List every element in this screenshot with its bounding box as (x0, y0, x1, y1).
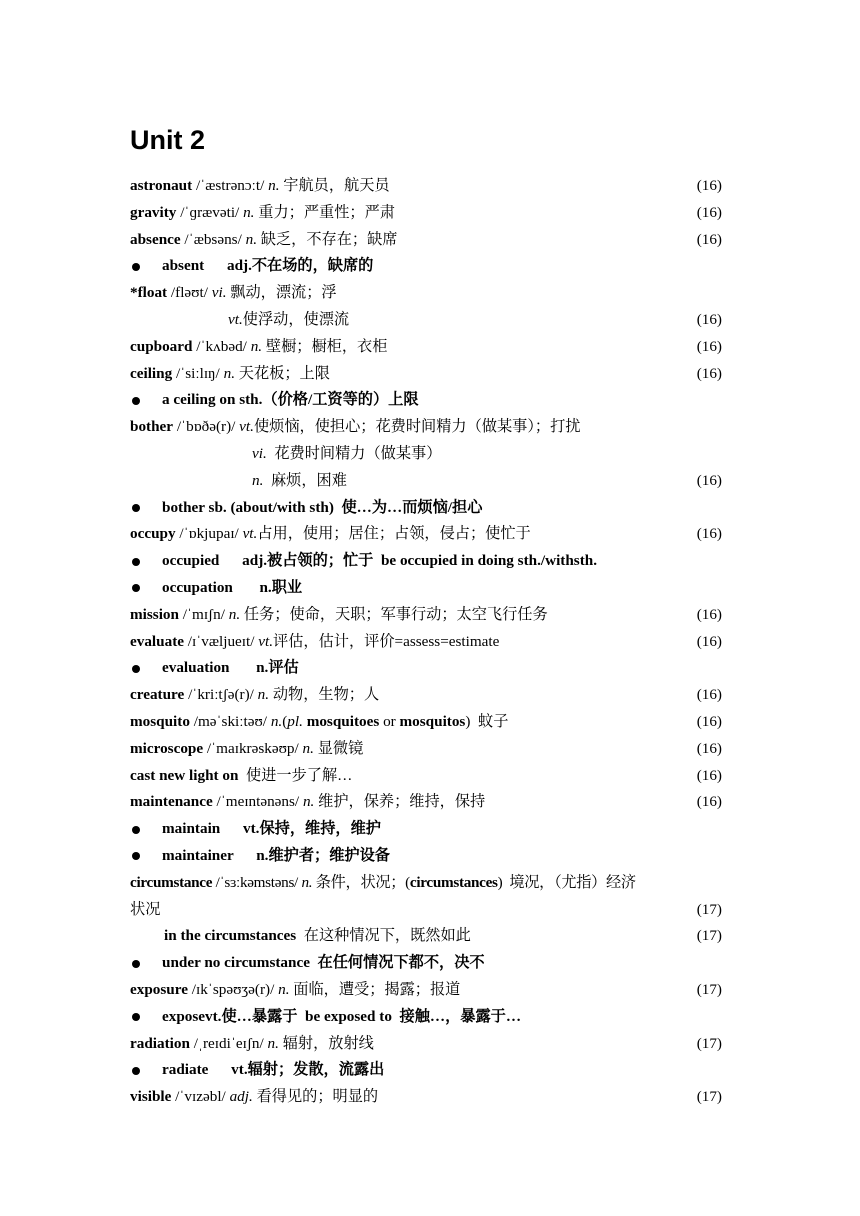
part-of-speech: vt. (239, 418, 254, 436)
bullet-item (130, 1057, 722, 1084)
definition: 占用，使用；居住；占领，侵占；使忙于 (257, 525, 531, 543)
definition: 壁橱；橱柜，衣柜 (262, 337, 388, 355)
bullet-dot-icon (132, 1013, 140, 1021)
part-of-speech: adj. (229, 1088, 253, 1106)
entry-line (130, 763, 722, 790)
bullet-text: evaluation n.评估 (162, 659, 299, 677)
entry-line (130, 414, 722, 441)
headword: circumstance (130, 873, 213, 891)
bullet-text: maintainer n.维护者；维护设备 (162, 846, 390, 864)
definition: 使浮动，使漂流 (242, 310, 350, 328)
page-ref: (16) (696, 310, 722, 328)
pronunciation: /ˈvɪzəbl/ (171, 1088, 230, 1106)
page-ref: (16) (696, 605, 722, 623)
page-ref: (16) (696, 632, 722, 650)
bullet-item (130, 387, 722, 414)
definition: 宇航员，航天员 (279, 177, 390, 194)
headword: mosquito (130, 712, 190, 730)
headword: occupy (130, 525, 176, 543)
part-of-speech: n. (257, 686, 270, 704)
pronunciation: /ˈæstrənɔːt/ (192, 177, 269, 194)
headword: maintenance (130, 793, 213, 811)
bullet-item (130, 655, 722, 682)
bullet-dot-icon (132, 263, 140, 271)
definition: ( (282, 712, 288, 730)
definition: 维护，保养；维持，保持 (314, 793, 486, 811)
part-of-speech: vt. (258, 632, 274, 650)
pronunciation: /ˈsiːlɪŋ/ (172, 364, 224, 382)
bullet-text: occupation n.职业 (162, 578, 303, 596)
page-ref: (16) (696, 793, 722, 811)
page-ref: (17) (696, 980, 722, 998)
bullet-item (130, 548, 722, 575)
pronunciation: /ˈæbsəns/ (180, 230, 246, 248)
part-of-speech: n. (267, 1034, 279, 1052)
page-ref: (17) (696, 927, 722, 945)
bullet-text: under no circumstance 在任何情况下都不，决不 (162, 954, 485, 972)
pronunciation: /ˈkriːtʃə(r)/ (184, 686, 258, 704)
bullet-text: absent adj.不在场的，缺席的 (162, 257, 374, 275)
page-ref: (16) (696, 686, 722, 704)
bullet-item (130, 495, 722, 522)
part-of-speech: n. (302, 793, 315, 811)
definition: 看得见的；明显的 (252, 1088, 379, 1106)
plural-form: mosquitoes (306, 712, 380, 730)
page-ref: (16) (696, 177, 722, 194)
definition: ) 蚊子 (465, 712, 509, 730)
bullet-text: bother sb. (about/with sth) 使…为…而烦恼/担心 (162, 498, 483, 516)
headword: visible (130, 1088, 172, 1106)
part-of-speech: n. (278, 980, 290, 998)
pronunciation: /ˈɒkjupaɪ/ (175, 525, 243, 543)
part-of-speech: n. (268, 177, 280, 194)
sense-line (130, 468, 722, 495)
part-of-speech: vi. (252, 444, 267, 462)
definition: 评估，估计，评价=assess=estimate (273, 632, 500, 650)
bullet-dot-icon (132, 960, 140, 968)
bullet-dot-icon (132, 1067, 140, 1075)
pronunciation: /ˈmɪʃn/ (178, 605, 229, 623)
pronunciation: /ˈkʌbəd/ (192, 337, 251, 355)
bullet-item (130, 1004, 722, 1031)
pronunciation: /ˈbɒðə(r)/ (173, 418, 240, 436)
pronunciation: /ˈmeɪntənəns/ (212, 793, 303, 811)
definition: 辐射，放射线 (278, 1034, 374, 1052)
definition: or (379, 712, 400, 730)
continuation-line (130, 897, 722, 924)
part-of-speech: vi. (211, 284, 227, 302)
page-ref: (16) (696, 712, 722, 730)
headword: bother (130, 418, 174, 436)
headword: microscope (130, 739, 204, 757)
part-of-speech: n. (228, 605, 241, 623)
plural-form: mosquitos (399, 712, 466, 730)
part-of-speech: vt. (228, 310, 243, 328)
part-of-speech: n. (252, 471, 264, 489)
bullet-text: occupied adj.被占领的；忙于 be occupied in doing sth./withsth. (162, 552, 598, 570)
page-ref: (16) (696, 230, 722, 248)
entry-line (130, 521, 722, 548)
page-ref: (16) (696, 364, 722, 382)
vocabulary-list (130, 173, 722, 1111)
phrase-line (130, 923, 722, 950)
definition: 麻烦，困难 (263, 471, 347, 489)
entry-line (130, 870, 722, 897)
part-of-speech: n. (250, 337, 263, 355)
headword: cupboard (130, 337, 193, 355)
bullet-dot-icon (132, 558, 140, 566)
pronunciation: /ˌreɪdiˈeɪʃn/ (189, 1034, 268, 1052)
bullet-text: a ceiling on sth.（价格/工资等的）上限 (162, 391, 419, 409)
definition: 在这种情况下，既然如此 (296, 927, 471, 945)
definition: 使烦恼，使担心；花费时间精力（做某事）；打扰 (253, 418, 581, 436)
page-ref: (17) (696, 900, 722, 918)
part-of-speech: n. (270, 712, 283, 730)
pronunciation: /ɪkˈspəʊʒə(r)/ (187, 980, 279, 998)
bullet-item (130, 253, 722, 280)
headword: creature (130, 686, 185, 704)
bullet-dot-icon (132, 852, 140, 860)
plural-form: circumstances (409, 873, 498, 891)
bullet-dot-icon (132, 584, 140, 592)
part-of-speech: n. (301, 873, 313, 891)
definition: 显微镜 (313, 739, 364, 757)
bullet-item (130, 816, 722, 843)
entry-line (130, 361, 722, 388)
bullet-dot-icon (132, 665, 140, 673)
definition: 状况 (130, 900, 161, 918)
part-of-speech: n. (302, 739, 314, 757)
bullet-text: radiate vt.辐射；发散，流露出 (162, 1061, 385, 1079)
headword: cast new light on (130, 766, 239, 784)
headword: radiation (130, 1034, 190, 1052)
part-of-speech: vt. (242, 525, 258, 543)
pronunciation: /ˈɡrævəti/ (176, 203, 244, 221)
bullet-dot-icon (132, 397, 140, 405)
headword: ceiling (130, 364, 173, 382)
headword: mission (130, 605, 179, 623)
bullet-text: exposevt.使…暴露于 be exposed to 接触…，暴露于… (162, 1007, 522, 1025)
entry-line (130, 173, 722, 200)
entry-line (130, 977, 722, 1004)
pronunciation: /ɪˈvæljueɪt/ (184, 632, 259, 650)
definition: 任务；使命，天职；军事行动；太空飞行任务 (240, 605, 548, 623)
page-ref: (16) (696, 471, 722, 489)
definition: 花费时间精力（做某事） (266, 444, 442, 462)
definition: 面临，遭受；揭露；报道 (289, 980, 461, 998)
page-ref: (16) (696, 525, 722, 543)
entry-line (130, 789, 722, 816)
definition: 缺乏，不存在；缺席 (257, 230, 398, 248)
part-of-speech: n. (245, 230, 257, 248)
entry-line (130, 200, 722, 227)
page-ref: (17) (696, 1088, 722, 1106)
page-ref: (16) (696, 766, 722, 784)
bullet-item (130, 950, 722, 977)
phrase: in the circumstances (164, 927, 297, 945)
page-title: Unit 2 (130, 125, 206, 155)
pronunciation: 使进一步了解… (238, 766, 353, 784)
entry-line (130, 1031, 722, 1058)
entry-line (130, 280, 722, 307)
entry-line (130, 629, 722, 656)
bullet-dot-icon (132, 504, 140, 512)
definition: 动物，生物；人 (269, 686, 380, 704)
entry-line (130, 334, 722, 361)
headword: absence (130, 230, 181, 248)
definition: 飘动，漂流；浮 (226, 284, 337, 302)
headword: astronaut (130, 177, 193, 194)
sense-line (130, 307, 722, 334)
definition: 天花板；上限 (234, 364, 330, 382)
definition: ) 境况，（尤指）经济 (497, 873, 636, 891)
pronunciation: /ˈsɜːkəmstəns/ (212, 873, 302, 891)
bullet-item (130, 843, 722, 870)
headword: *float (130, 284, 168, 302)
part-of-speech: n. (243, 203, 255, 221)
entry-line (130, 602, 722, 629)
page-ref: (16) (696, 203, 722, 221)
definition: 重力；严重性；严肃 (254, 203, 395, 221)
bullet-text: maintain vt.保持，维持，维护 (162, 820, 381, 838)
page-ref: (16) (696, 739, 722, 757)
pronunciation: /ˈmaɪkrəskəʊp/ (203, 739, 303, 757)
sense-line (130, 441, 722, 468)
pronunciation: /məˈskiːtəʊ/ (189, 712, 271, 730)
headword: exposure (130, 980, 188, 998)
entry-line (130, 682, 722, 709)
plural-label: pl. (287, 712, 303, 730)
bullet-item (130, 575, 722, 602)
definition: 条件，状况；( (312, 873, 410, 891)
page-ref: (17) (696, 1034, 722, 1052)
pronunciation: /fləʊt/ (167, 284, 212, 302)
headword: gravity (130, 203, 177, 221)
headword: evaluate (130, 632, 184, 650)
part-of-speech: n. (223, 364, 235, 382)
entry-line (130, 1084, 722, 1111)
bullet-dot-icon (132, 826, 140, 834)
page-ref: (16) (696, 337, 722, 355)
entry-line (130, 709, 722, 736)
entry-line (130, 736, 722, 763)
entry-line (130, 227, 722, 254)
